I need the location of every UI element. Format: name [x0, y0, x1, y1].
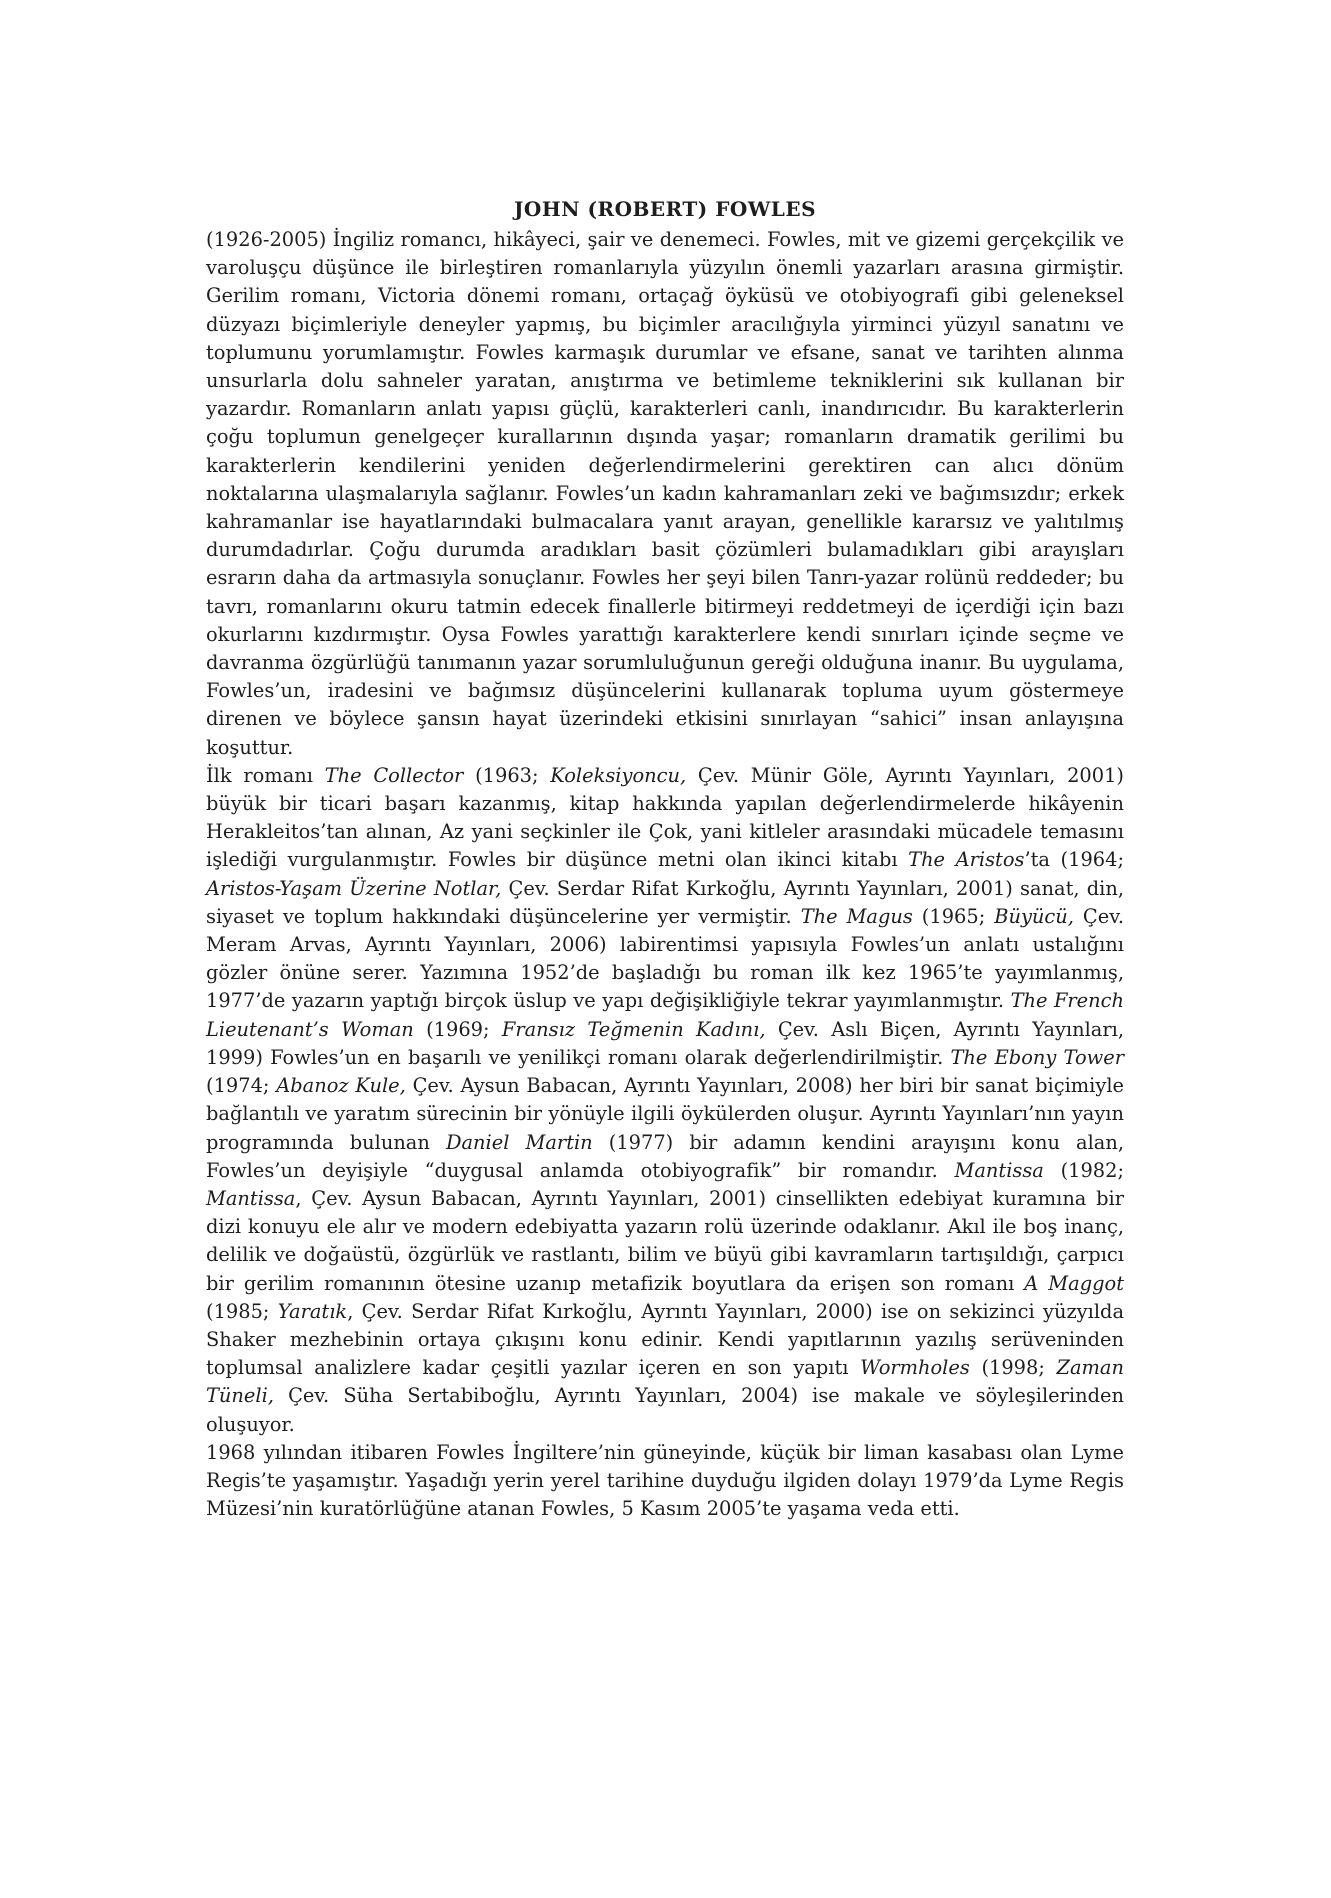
text-run: (1998; [969, 1356, 1057, 1380]
italic-title: The Aristos [908, 848, 1025, 872]
italic-title: Zaman Tüneli, [206, 1356, 1124, 1408]
italic-title: The Collector [324, 763, 464, 787]
paragraph-3 [206, 1439, 1124, 1524]
text-run: (1977) bir adamın kendini arayışını konu alan, Fowles’un deyişiyle “duygusal anlamda otobiyografik” bir romandır. [206, 1130, 1125, 1182]
text-run: (1985; [206, 1299, 278, 1323]
italic-title: Wormholes [860, 1356, 970, 1380]
text-run: 1968 yılından itibaren Fowles İngiltere’nin güneyinde, küçük bir liman kasabası olan Lyme Regis’te yaşamıştır. Yaşadığı yerin yerel tarihine duyduğu ilgiden dolayı 1979’da Lyme Regis Müzesi’nin kuratörlüğüne atanan Fowles, 5 Kasım 2005’te yaşama veda etti. [206, 1440, 1124, 1521]
document-page [206, 196, 1124, 1523]
text-run: Çev. Süha Sertabiboğlu, Ayrıntı Yayınları, 2004) ise makale ve söyleşilerinden oluşuyor. [206, 1384, 1124, 1436]
italic-title: A Maggot [1024, 1271, 1124, 1295]
page-title: JOHN (ROBERT) FOWLES [513, 197, 817, 221]
italic-title: Fransız Teğmenin Kadını, [501, 1017, 766, 1041]
text-run: (1974; [206, 1074, 277, 1098]
italic-title: Aristos-Yaşam Üzerine Notlar, [206, 876, 502, 900]
italic-title: The Magus [800, 904, 913, 928]
text-run: (1963; [463, 763, 551, 787]
italic-title: Mantissa [206, 1186, 296, 1210]
italic-title: Koleksiyoncu, [550, 763, 687, 787]
text-run: Çev. Serdar Rifat Kırkoğlu, Ayrıntı Yayınları, 2001) sanat, din, siyaset ve toplum hakkındaki düşüncelerine yer vermiştir. [206, 876, 1125, 928]
italic-title: The Ebony Tower [950, 1045, 1124, 1069]
italic-title: Abanoz Kule, [276, 1074, 406, 1098]
text-run: (1965; [912, 904, 995, 928]
italic-title: Daniel Martin [445, 1130, 593, 1154]
italic-title: Yaratık [277, 1299, 348, 1323]
text-run: (1982; [1043, 1158, 1125, 1182]
paragraph-2 [206, 762, 1124, 1439]
body-text [206, 226, 1124, 1523]
text-run: İlk romanı [206, 763, 325, 787]
paragraph-1 [206, 226, 1124, 762]
italic-title: The French Lieutenant’s Woman [206, 989, 1124, 1041]
text-run: Çev. Aslı Biçen, Ayrıntı Yayınları, 1999) Fowles’un en başarılı ve yenilikçi romanı olarak değerlendirilmiştir. [206, 1017, 1125, 1069]
text-run: , Çev. Aysun Babacan, Ayrıntı Yayınları, 2001) cinsellikten edebiyat kuramına bir dizi konuyu ele alır ve modern edebiyatta yazarın rolü üzerinde odaklanır. Akıl ile boş inanç, delilik ve doğaüstü, özgürlük ve rastlantı, bilim ve büyü gibi kavramların tartışıldığı, çarpıcı bir gerilim romanının ötesine uzanıp metafizik boyutlara da erişen son romanı [206, 1186, 1124, 1295]
text-run: (1969; [413, 1017, 502, 1041]
text-run: Çev. Meram Arvas, Ayrıntı Yayınları, 2006) labirentimsi yapısıyla Fowles’un anlatı ustalığını gözler önüne serer. Yazımına 1952’de başladığı bu roman ilk kez 1965’te yayımlanmış, 1977’de yazarın yaptığı birçok üslup ve yapı değişikliğiyle tekrar yayımlanmıştır. [206, 904, 1125, 1013]
italic-title: Mantissa [954, 1158, 1044, 1182]
italic-title: Büyücü, [994, 904, 1074, 928]
text-run: , Çev. Serdar Rifat Kırkoğlu, Ayrıntı Yayınları, 2000) ise on sekizinci yüzyılda Shaker mezhebinin ortaya çıkışını konu edinir. Kendi yapıtlarının yazılış serüveninden toplumsal analizlere kadar çeşitli yazılar içeren en son yapıtı [206, 1299, 1125, 1380]
text-run: Çev. Münir Göle, Ayrıntı Yayınları, 2001) büyük bir ticari başarı kazanmış, kitap hakkında yapılan değerlendirmelerde hikâyenin Herakleitos’tan alınan, Az yani seçkinler ile Çok, yani kitleler arasındaki mücadele temasını işlediği vurgulanmıştır. Fowles bir düşünce metni olan ikinci kitabı [206, 763, 1124, 872]
text-run: Çev. Aysun Babacan, Ayrıntı Yayınları, 2008) her biri bir sanat biçimiyle bağlantılı ve yaratım sürecinin bir yönüyle ilgili öykülerden oluşur. Ayrıntı Yayınları’nın yayın programında bulunan [206, 1074, 1124, 1154]
text-run: ’ta (1964; [1024, 848, 1124, 872]
text-run: (1926-2005) İngiliz romancı, hikâyeci, şair ve denemeci. Fowles, mit ve gizemi gerçekçilik ve varoluşçu düşünce ile birleştiren romanlarıyla yüzyılın önemli yazarları arasına girmiştir. Gerilim romanı, Victoria dönemi romanı, ortaçağ öyküsü ve otobiyografi gibi geleneksel düzyazı biçimleriyle deneyler yapmış, bu biçimler aracılığıyla yirminci yüzyıl sanatını ve toplumunu yorumlamıştır. Fowles karmaşık durumlar ve efsane, sanat ve tarihten alınma unsurlarla dolu sahneler yaratan, anıştırma ve betimleme tekniklerini sık kullanan bir yazardır. Romanların anlatı yapısı güçlü, karakterleri canlı, inandırıcıdır. Bu karakterlerin çoğu toplumun genelgeçer kurallarının dışında yaşar; romanların dramatik gerilimi bu karakterlerin kendilerini yeniden değerlendirmelerini gerektiren can alıcı dönüm noktalarına ulaşmalarıyla sağlanır. Fowles’un kadın kahramanları zeki ve bağımsızdır; erkek kahramanlar ise hayatlarındaki bulmacalara yanıt arayan, genellikle kararsız ve yalıtılmış durumdadırlar. Çoğu durumda aradıkları basit çözümleri bulamadıkları gibi arayışları esrarın daha da artmasıyla sonuçlanır. Fowles her şeyi bilen Tanrı-yazar rolünü reddeder; bu tavrı, romanlarını okuru tatmin edecek finallerle bitirmeyi reddetmeyi de içerdiği için bazı okurlarını kızdırmıştır. Oysa Fowles yarattığı karakterlere kendi sınırları içinde seçme ve davranma özgürlüğü tanımanın yazar sorumluluğunun gereği olduğuna inanır. Bu uygulama, Fowles’un, iradesini ve bağımsız düşüncelerini kullanarak topluma uyum göstermeye direnen ve böylece şansın hayat üzerindeki etkisini sınırlayan “sahici” insan anlayışına koşuttur. [206, 228, 1124, 759]
